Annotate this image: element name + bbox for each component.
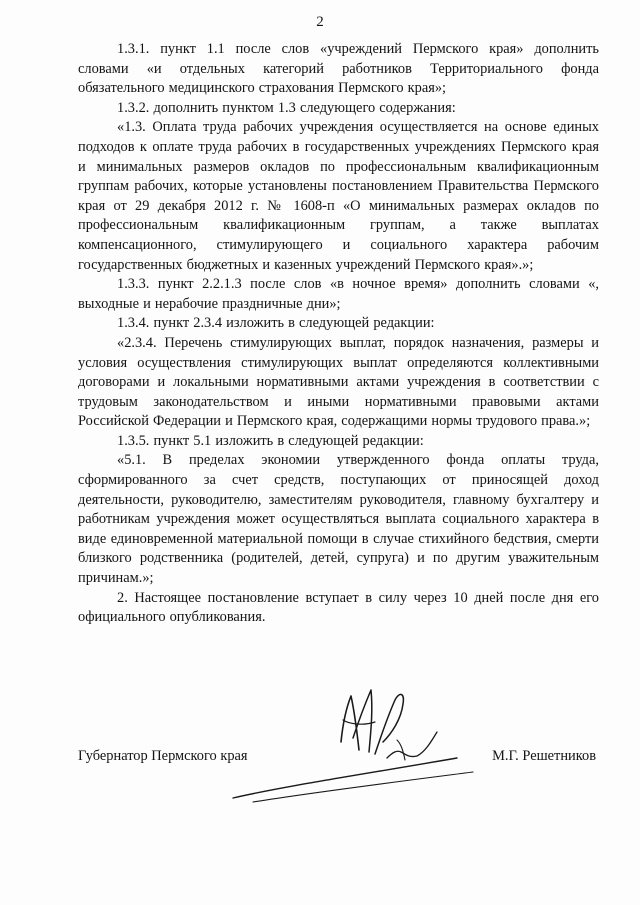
handwritten-signature <box>225 680 485 810</box>
signatory-name: М.Г. Решетников <box>492 748 596 764</box>
signatory-title: Губернатор Пермского края <box>78 748 248 764</box>
paragraph-1-3-2: 1.3.2. дополнить пунктом 1.3 следующего содержания: <box>117 99 456 116</box>
page-number: 2 <box>316 14 324 30</box>
paragraph-1-3-5: 1.3.5. пункт 5.1 изложить в следующей редакции: <box>117 432 424 449</box>
paragraph-quote-1-3: «1.3. Оплата труда рабочих учреждения осуществляется на основе единых подходов к оплате труда рабочих в государственных учреждениях Пермского края и минимальных размеров окладов по профессиональным квалификационным группам рабочих, которые установлены постановлением Правительства Пермского края от 29 декабря 2012 г. № 1608-п «О минимальных размерах окладов по профессиональным квалификационным группам, а также выплатах компенсационного, стимулирующего и социального характера рабочим государственных бюджетных и казенных учреждений Пермского края».»; <box>78 119 599 273</box>
signature-strokes <box>233 690 473 802</box>
paragraph-quote-2-3-4: «2.3.4. Перечень стимулирующих выплат, порядок назначения, размеры и условия осуществления стимулирующих выплат определяются коллективными договорами и локальными нормативными актами учреждения в соответствии с трудовым законодательством и иными нормативными правовыми актами Российской Федерации и Пермского края, содержащими нормы трудового права.»; <box>78 334 599 430</box>
signature-block <box>0 680 640 820</box>
paragraph-1-3-1: 1.3.1. пункт 1.1 после слов «учреждений Пермского края» дополнить словами «и отдельных категорий работников Территориального фонда обязательного медицинского страхования Пермского края»; <box>78 41 599 97</box>
paragraph-1-3-4: 1.3.4. пункт 2.3.4 изложить в следующей редакции: <box>117 315 435 332</box>
paragraph-1-3-3: 1.3.3. пункт 2.2.1.3 после слов «в ночное время» дополнить словами «, выходные и нерабочие праздничные дни»; <box>78 276 599 312</box>
document-body <box>78 40 599 628</box>
paragraph-quote-5-1: «5.1. В пределах экономии утвержденного фонда оплаты труда, сформированного за счет средств, поступающих от приносящей доход деятельности, руководителю, заместителям руководителя, главному бухгалтеру и работникам учреждения может осуществляться выплата социального характера в виде единовременной материальной помощи в случае стихийного бедствия, смерти близкого родственника (родителей, детей, супруга) и по другим уважительным причинам.»; <box>78 452 599 587</box>
paragraph-2: 2. Настоящее постановление вступает в силу через 10 дней после дня его официального опубликования. <box>78 589 599 626</box>
